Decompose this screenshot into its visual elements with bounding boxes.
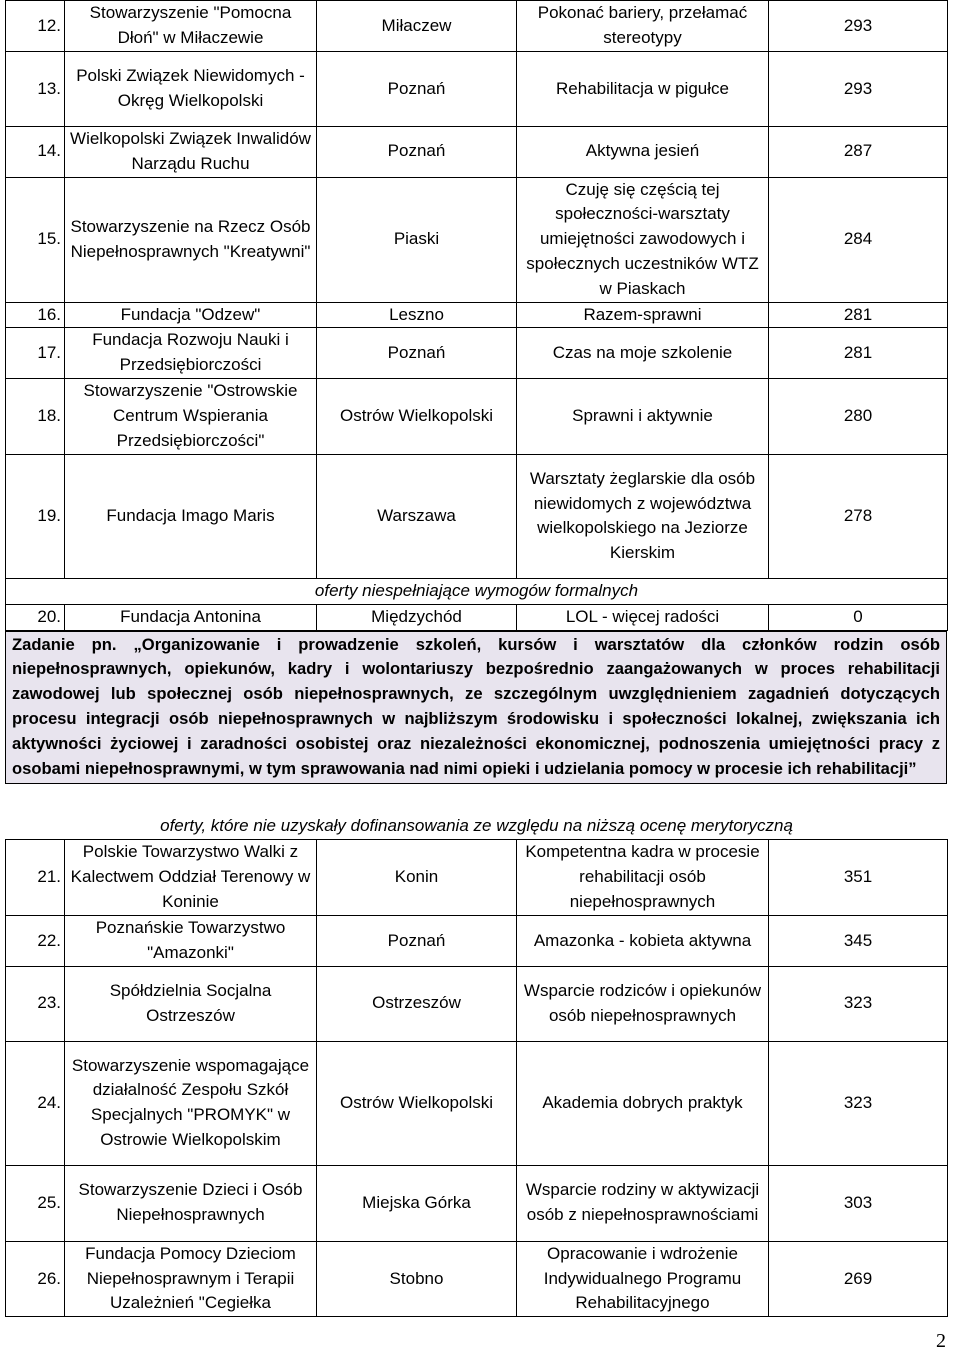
score: 269 xyxy=(769,1241,948,1316)
project-title: Czas na moje szkolenie xyxy=(517,328,769,379)
score: 323 xyxy=(769,1041,948,1165)
table-row xyxy=(6,1241,948,1316)
score: 351 xyxy=(769,840,948,916)
row-number: 13. xyxy=(6,52,65,127)
row-number: 20. xyxy=(6,604,65,630)
row-number: 15. xyxy=(6,177,65,302)
score: 278 xyxy=(769,454,948,578)
city: Leszno xyxy=(317,302,517,328)
city: Ostrzeszów xyxy=(317,966,517,1041)
table-row xyxy=(6,378,948,454)
organization-name: Stowarzyszenie wspomagające działalność Zespołu Szkół Specjalnych "PROMYK" w Ostrowie Wielkopolskim xyxy=(65,1041,317,1165)
row-number: 26. xyxy=(6,1241,65,1316)
document-page xyxy=(5,0,947,1317)
task-text: „Organizowanie i prowadzenie szkoleń, kursów i warsztatów dla członków rodzin osób niepełnosprawnych, opiekunów, kadry i wolontariuszy bezpośrednio zaangażowanych w proces rehabilitacji zawodowej lub społecznej osób niepełnosprawnych, ze szczególnym uwzględnieniem zagadnień dotyczących procesu integracji osób niepełnosprawnych w najbliższym środowisku i społeczności lokalnej, zwiększania ich aktywności życiowej i zaradności osobistej oraz niezależności ekonomicznej, podnoszenia umiejętności pracy z osobami niepełnosprawnymi, w tym sprawowania nad nimi opieki i udzielania pomocy w procesie ich rehabilitacji” xyxy=(12,634,940,778)
city: Konin xyxy=(317,840,517,916)
organization-name: Stowarzyszenie "Pomocna Dłoń" w Miłaczewie xyxy=(65,1,317,52)
row-number: 18. xyxy=(6,378,65,454)
city: Poznań xyxy=(317,127,517,178)
note-merit: oferty, które nie uzyskały dofinansowania ze względu na niższą ocenę merytoryczną xyxy=(6,814,948,839)
city: Ostrów Wielkopolski xyxy=(317,1041,517,1165)
project-title: LOL - więcej radości xyxy=(517,604,769,630)
score: 345 xyxy=(769,916,948,967)
city: Stobno xyxy=(317,1241,517,1316)
score: 303 xyxy=(769,1165,948,1241)
score: 281 xyxy=(769,328,948,379)
project-title: Aktywna jesień xyxy=(517,127,769,178)
row-number: 22. xyxy=(6,916,65,967)
task-description xyxy=(5,631,947,785)
organization-name: Stowarzyszenie Dzieci i Osób Niepełnosprawnych xyxy=(65,1165,317,1241)
project-title: Amazonka - kobieta aktywna xyxy=(517,916,769,967)
organization-name: Fundacja "Odzew" xyxy=(65,302,317,328)
organization-name: Wielkopolski Związek Inwalidów Narządu Ruchu xyxy=(65,127,317,178)
city: Piaski xyxy=(317,177,517,302)
city: Międzychód xyxy=(317,604,517,630)
city: Miejska Górka xyxy=(317,1165,517,1241)
row-number: 12. xyxy=(6,1,65,52)
city: Miłaczew xyxy=(317,1,517,52)
table-row xyxy=(6,840,948,916)
project-title: Wsparcie rodziny w aktywizacji osób z niepełnosprawnościami xyxy=(517,1165,769,1241)
score: 323 xyxy=(769,966,948,1041)
organization-name: Fundacja Antonina xyxy=(65,604,317,630)
results-table-bottom xyxy=(5,814,948,1317)
task-label: Zadanie pn. xyxy=(12,634,117,654)
score: 287 xyxy=(769,127,948,178)
project-title: Pokonać bariery, przełamać stereotypy xyxy=(517,1,769,52)
page-number: 2 xyxy=(936,1330,946,1352)
organization-name: Stowarzyszenie na Rzecz Osób Niepełnosprawnych "Kreatywni" xyxy=(65,177,317,302)
organization-name: Fundacja Pomocy Dzieciom Niepełnosprawnym i Terapii Uzależnień "Cegiełka xyxy=(65,1241,317,1316)
results-table-top xyxy=(5,0,948,631)
project-title: Rehabilitacja w pigułce xyxy=(517,52,769,127)
note-formal: oferty niespełniające wymogów formalnych xyxy=(6,578,948,604)
table-row xyxy=(6,604,948,630)
row-number: 16. xyxy=(6,302,65,328)
row-number: 19. xyxy=(6,454,65,578)
table-row xyxy=(6,302,948,328)
table-row xyxy=(6,916,948,967)
row-number: 24. xyxy=(6,1041,65,1165)
city: Poznań xyxy=(317,916,517,967)
organization-name: Fundacja Imago Maris xyxy=(65,454,317,578)
organization-name: Stowarzyszenie "Ostrowskie Centrum Wspierania Przedsiębiorczości" xyxy=(65,378,317,454)
city: Poznań xyxy=(317,52,517,127)
score: 284 xyxy=(769,177,948,302)
city: Warszawa xyxy=(317,454,517,578)
organization-name: Polski Związek Niewidomych - Okręg Wielkopolski xyxy=(65,52,317,127)
project-title: Czuję się częścią tej społeczności-warsztaty umiejętności zawodowych i społecznych uczestników WTZ w Piaskach xyxy=(517,177,769,302)
row-number: 14. xyxy=(6,127,65,178)
table-row xyxy=(6,1041,948,1165)
project-title: Akademia dobrych praktyk xyxy=(517,1041,769,1165)
organization-name: Fundacja Rozwoju Nauki i Przedsiębiorczości xyxy=(65,328,317,379)
project-title: Razem-sprawni xyxy=(517,302,769,328)
project-title: Opracowanie i wdrożenie Indywidualnego Programu Rehabilitacyjnego xyxy=(517,1241,769,1316)
score: 293 xyxy=(769,52,948,127)
row-number: 17. xyxy=(6,328,65,379)
project-title: Warsztaty żeglarskie dla osób niewidomych z województwa wielkopolskiego na Jeziorze Kierskim xyxy=(517,454,769,578)
table-row xyxy=(6,454,948,578)
project-title: Wsparcie rodziców i opiekunów osób niepełnosprawnych xyxy=(517,966,769,1041)
note-row xyxy=(6,814,948,839)
table-row xyxy=(6,52,948,127)
organization-name: Spółdzielnia Socjalna Ostrzeszów xyxy=(65,966,317,1041)
score: 0 xyxy=(769,604,948,630)
score: 280 xyxy=(769,378,948,454)
project-title: Sprawni i aktywnie xyxy=(517,378,769,454)
city: Ostrów Wielkopolski xyxy=(317,378,517,454)
city: Poznań xyxy=(317,328,517,379)
score: 293 xyxy=(769,1,948,52)
organization-name: Polskie Towarzystwo Walki z Kalectwem Oddział Terenowy w Koninie xyxy=(65,840,317,916)
table-row xyxy=(6,127,948,178)
table-row xyxy=(6,1,948,52)
table-row xyxy=(6,1165,948,1241)
organization-name: Poznańskie Towarzystwo "Amazonki" xyxy=(65,916,317,967)
row-number: 25. xyxy=(6,1165,65,1241)
row-number: 21. xyxy=(6,840,65,916)
table-row xyxy=(6,328,948,379)
score: 281 xyxy=(769,302,948,328)
table-row xyxy=(6,177,948,302)
spacer xyxy=(5,784,947,814)
table-row xyxy=(6,966,948,1041)
row-number: 23. xyxy=(6,966,65,1041)
note-row xyxy=(6,578,948,604)
project-title: Kompetentna kadra w procesie rehabilitacji osób niepełnosprawnych xyxy=(517,840,769,916)
